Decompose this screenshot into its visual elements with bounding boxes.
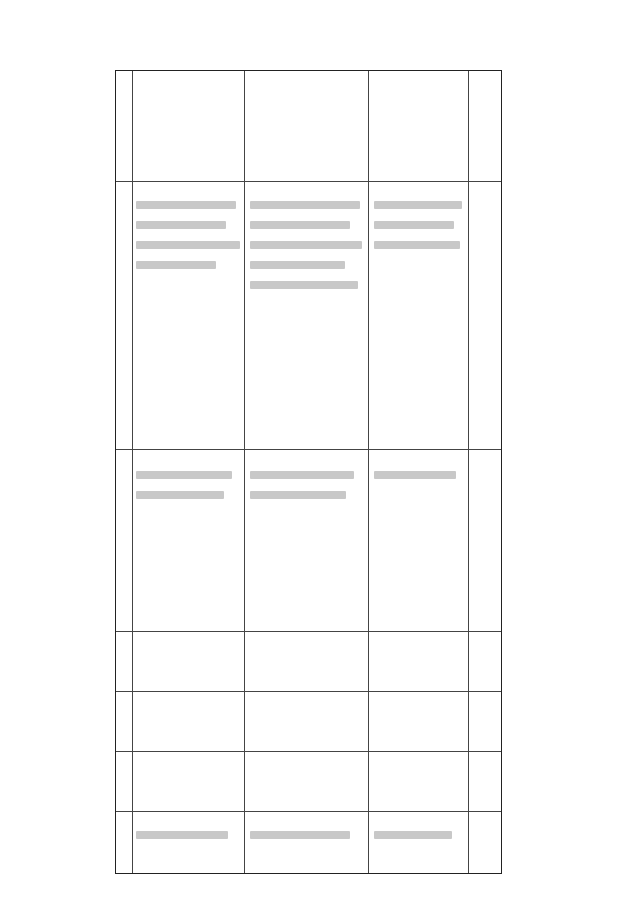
text-placeholder (374, 471, 456, 479)
row-divider (116, 811, 501, 812)
text-placeholder (250, 261, 345, 269)
row-divider (116, 449, 501, 450)
text-placeholder (374, 241, 460, 249)
row-divider (116, 751, 501, 752)
text-placeholder (136, 201, 236, 209)
text-placeholder (374, 831, 452, 839)
text-placeholder (250, 831, 350, 839)
text-placeholder (136, 471, 232, 479)
text-placeholder (250, 491, 346, 499)
row-divider (116, 691, 501, 692)
text-placeholder (250, 241, 362, 249)
data-table (115, 70, 502, 874)
text-placeholder (374, 201, 462, 209)
text-placeholder (250, 221, 350, 229)
text-placeholder (250, 471, 354, 479)
text-placeholder (136, 241, 240, 249)
column-divider (368, 71, 369, 873)
text-placeholder (374, 221, 454, 229)
text-placeholder (250, 201, 360, 209)
text-placeholder (136, 261, 216, 269)
column-divider (244, 71, 245, 873)
column-divider (132, 71, 133, 873)
row-divider (116, 631, 501, 632)
text-placeholder (250, 281, 358, 289)
text-placeholder (136, 221, 226, 229)
row-divider (116, 181, 501, 182)
column-divider (468, 71, 469, 873)
text-placeholder (136, 491, 224, 499)
text-placeholder (136, 831, 228, 839)
